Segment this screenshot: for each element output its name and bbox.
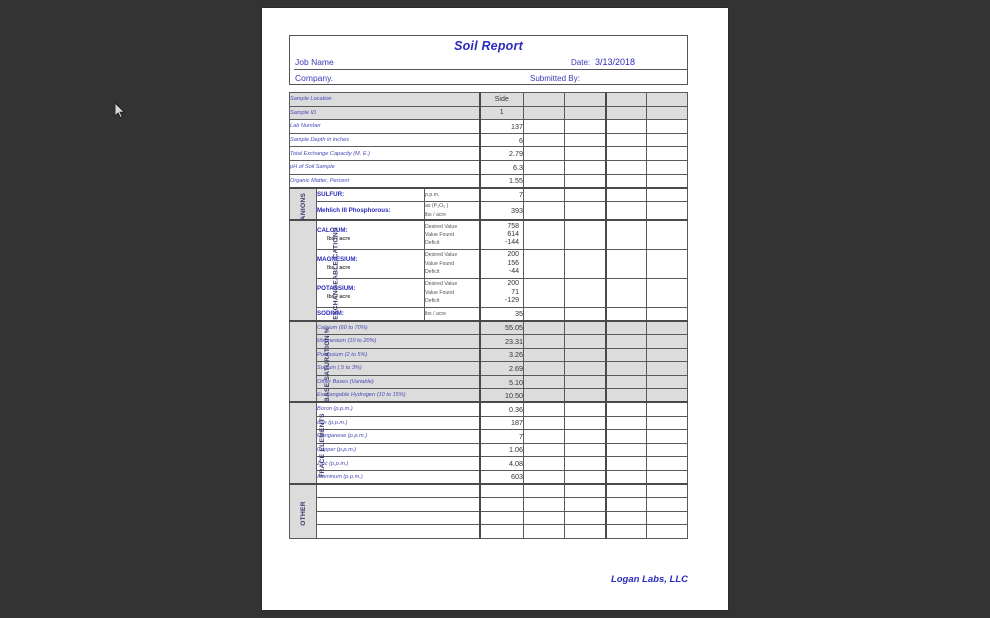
row-label: Organic Matter, Percent xyxy=(290,174,480,188)
row-unit: lbs / acre xyxy=(425,307,480,321)
row-value: 6.3 xyxy=(480,160,524,174)
empty-cell xyxy=(565,470,606,484)
empty-cell xyxy=(565,457,606,471)
empty-cell xyxy=(647,430,688,444)
row-label: Magnesium (10 to 20%) xyxy=(317,334,480,348)
empty-cell xyxy=(606,220,647,249)
row-label: SODIUM: xyxy=(317,307,425,321)
table-row-anions-sulfur xyxy=(290,188,688,202)
empty-cell xyxy=(565,278,606,307)
empty-cell xyxy=(606,188,647,202)
empty-cell xyxy=(647,402,688,416)
row-value: 1.06 xyxy=(480,443,524,457)
empty-cell xyxy=(565,120,606,134)
empty-cell xyxy=(524,348,565,362)
empty-cell xyxy=(606,402,647,416)
company-rule xyxy=(294,84,469,85)
empty-cell xyxy=(606,362,647,376)
empty-cell xyxy=(524,106,565,120)
section-label-trace-elements: TRACE ELEMENTS xyxy=(290,402,317,484)
table-row xyxy=(290,321,688,335)
empty-cell xyxy=(647,362,688,376)
empty-cell xyxy=(647,470,688,484)
empty-cell xyxy=(606,375,647,389)
table-row xyxy=(290,443,688,457)
empty-cell xyxy=(565,220,606,249)
empty-cell xyxy=(606,278,647,307)
row-value xyxy=(480,511,524,525)
empty-cell xyxy=(524,416,565,430)
empty-cell xyxy=(565,106,606,120)
table-row xyxy=(290,484,688,498)
empty-cell xyxy=(524,498,565,512)
row-value: 1 xyxy=(480,106,524,120)
table-row xyxy=(290,174,688,188)
empty-cell xyxy=(524,147,565,161)
empty-cell xyxy=(606,348,647,362)
empty-cell xyxy=(565,93,606,107)
row-value: 0.36 xyxy=(480,402,524,416)
empty-cell xyxy=(606,484,647,498)
section-label-other: OTHER xyxy=(290,484,317,538)
empty-cell xyxy=(565,160,606,174)
row-label xyxy=(317,525,480,539)
job-name-label: Job Name xyxy=(295,57,334,67)
empty-cell xyxy=(606,307,647,321)
soil-results-table xyxy=(289,92,688,539)
row-value: 2.69 xyxy=(480,362,524,376)
empty-cell xyxy=(524,321,565,335)
empty-cell xyxy=(565,133,606,147)
row-label: CALCIUM: lbs / acre xyxy=(317,220,425,249)
row-sublabels: Desired Value Value Found Deficit xyxy=(425,249,480,278)
row-label: pH of Soil Sample xyxy=(290,160,480,174)
empty-cell xyxy=(524,220,565,249)
table-row xyxy=(290,160,688,174)
empty-cell xyxy=(565,375,606,389)
empty-cell xyxy=(565,249,606,278)
table-row-magnesium xyxy=(290,249,688,278)
page-title: Soil Report xyxy=(454,39,523,53)
empty-cell xyxy=(524,511,565,525)
empty-cell xyxy=(647,375,688,389)
empty-cell xyxy=(647,511,688,525)
table-row-sodium xyxy=(290,307,688,321)
row-value: 137 xyxy=(480,120,524,134)
row-value: 187 xyxy=(480,416,524,430)
empty-cell xyxy=(606,457,647,471)
row-label: Lab Number xyxy=(290,120,480,134)
empty-cell xyxy=(647,249,688,278)
empty-cell xyxy=(606,498,647,512)
empty-cell xyxy=(565,402,606,416)
empty-cell xyxy=(647,484,688,498)
empty-cell xyxy=(647,106,688,120)
footer-company-name: Logan Labs, LLC xyxy=(610,574,688,585)
date-label: Date: xyxy=(571,58,591,67)
table-row-potassium xyxy=(290,278,688,307)
empty-cell xyxy=(647,220,688,249)
empty-cell xyxy=(606,389,647,403)
table-row xyxy=(290,120,688,134)
empty-cell xyxy=(647,93,688,107)
empty-cell xyxy=(524,278,565,307)
empty-cell xyxy=(524,93,565,107)
row-label: Zinc (p.p.m.) xyxy=(317,457,480,471)
row-label xyxy=(317,498,480,512)
empty-cell xyxy=(565,389,606,403)
table-row xyxy=(290,362,688,376)
row-label: Calcium (60 to 70%) xyxy=(317,321,480,335)
empty-cell xyxy=(647,307,688,321)
empty-cell xyxy=(565,201,606,220)
row-value: 23.31 xyxy=(480,334,524,348)
empty-cell xyxy=(565,348,606,362)
job-name-rule xyxy=(294,69,469,70)
empty-cell xyxy=(565,362,606,376)
row-value xyxy=(480,525,524,539)
empty-cell xyxy=(647,457,688,471)
empty-cell xyxy=(606,249,647,278)
row-label: Mehlich III Phosphorous: xyxy=(317,201,425,220)
empty-cell xyxy=(524,120,565,134)
empty-cell xyxy=(565,484,606,498)
row-value xyxy=(480,498,524,512)
date-value: 3/13/2018 xyxy=(595,57,636,67)
empty-cell xyxy=(524,174,565,188)
row-label xyxy=(317,511,480,525)
row-label: Other Bases (Variable) xyxy=(317,375,480,389)
empty-cell xyxy=(524,470,565,484)
table-row xyxy=(290,525,688,539)
empty-cell xyxy=(647,120,688,134)
empty-cell xyxy=(565,416,606,430)
soil-report-page xyxy=(262,8,728,610)
table-row xyxy=(290,389,688,403)
empty-cell xyxy=(606,525,647,539)
table-row-calcium xyxy=(290,220,688,249)
empty-cell xyxy=(606,160,647,174)
empty-cell xyxy=(606,470,647,484)
empty-cell xyxy=(606,430,647,444)
empty-cell xyxy=(565,307,606,321)
row-label: Sample Depth in inches xyxy=(290,133,480,147)
table-row xyxy=(290,106,688,120)
empty-cell xyxy=(647,133,688,147)
table-row xyxy=(290,457,688,471)
table-row xyxy=(290,511,688,525)
row-unit: as (P₂O₅ ) lbs / acre xyxy=(425,201,480,220)
empty-cell xyxy=(647,201,688,220)
table-row xyxy=(290,416,688,430)
submitted-by-label: Submitted By: xyxy=(530,74,580,83)
row-label: Copper (p.p.m.) xyxy=(317,443,480,457)
empty-cell xyxy=(524,334,565,348)
row-value: 55.05 xyxy=(480,321,524,335)
mouse-cursor-icon xyxy=(115,103,127,121)
empty-cell xyxy=(565,147,606,161)
row-value: 3.26 xyxy=(480,348,524,362)
empty-cell xyxy=(606,321,647,335)
row-label: SULFUR: xyxy=(317,188,425,202)
row-value: 2.79 xyxy=(480,147,524,161)
empty-cell xyxy=(647,416,688,430)
empty-cell xyxy=(606,511,647,525)
row-values: 758 614 -144 xyxy=(480,220,524,249)
empty-cell xyxy=(524,457,565,471)
submitted-by-rule xyxy=(530,84,687,85)
table-row xyxy=(290,334,688,348)
empty-cell xyxy=(647,188,688,202)
empty-cell xyxy=(524,430,565,444)
empty-cell xyxy=(524,188,565,202)
empty-cell xyxy=(524,389,565,403)
empty-cell xyxy=(606,147,647,161)
section-label-exchangeable-cations: EXCHANGEABLE CATIONS xyxy=(290,220,317,321)
table-row xyxy=(290,348,688,362)
row-value: 35 xyxy=(480,307,524,321)
row-value: 1.55 xyxy=(480,174,524,188)
table-row xyxy=(290,133,688,147)
row-value: 5.10 xyxy=(480,375,524,389)
empty-cell xyxy=(647,160,688,174)
empty-cell xyxy=(565,498,606,512)
empty-cell xyxy=(606,93,647,107)
empty-cell xyxy=(524,362,565,376)
row-label: Total Exchange Capacity (M. E.) xyxy=(290,147,480,161)
empty-cell xyxy=(524,402,565,416)
row-value: 7 xyxy=(480,430,524,444)
empty-cell xyxy=(565,321,606,335)
empty-cell xyxy=(647,278,688,307)
row-value: 393 xyxy=(480,201,524,220)
empty-cell xyxy=(647,443,688,457)
empty-cell xyxy=(647,348,688,362)
table-row xyxy=(290,375,688,389)
empty-cell xyxy=(647,389,688,403)
empty-cell xyxy=(524,525,565,539)
row-label: Sample Location xyxy=(290,93,480,107)
row-value xyxy=(480,484,524,498)
row-label xyxy=(317,484,480,498)
empty-cell xyxy=(524,307,565,321)
empty-cell xyxy=(647,321,688,335)
table-row xyxy=(290,470,688,484)
table-row xyxy=(290,402,688,416)
empty-cell xyxy=(647,174,688,188)
row-value: 4.08 xyxy=(480,457,524,471)
empty-cell xyxy=(606,106,647,120)
row-sublabels: Desired Value Value Found Deficit xyxy=(425,278,480,307)
empty-cell xyxy=(524,249,565,278)
empty-cell xyxy=(524,201,565,220)
row-values: 200 156 -44 xyxy=(480,249,524,278)
empty-cell xyxy=(606,201,647,220)
empty-cell xyxy=(565,334,606,348)
empty-cell xyxy=(606,133,647,147)
empty-cell xyxy=(606,443,647,457)
row-value: 6 xyxy=(480,133,524,147)
section-label-base-saturation: BASE SATURATION % xyxy=(290,321,317,403)
row-label: Aluminum (p.p.m.) xyxy=(317,470,480,484)
row-label: MAGNESIUM: lbs / acre xyxy=(317,249,425,278)
empty-cell xyxy=(606,334,647,348)
table-row xyxy=(290,430,688,444)
empty-cell xyxy=(606,174,647,188)
date-rule xyxy=(445,69,687,70)
empty-cell xyxy=(524,375,565,389)
row-value: 10.50 xyxy=(480,389,524,403)
empty-cell xyxy=(524,133,565,147)
table-row xyxy=(290,147,688,161)
row-label: Sample ID xyxy=(290,106,480,120)
empty-cell xyxy=(647,525,688,539)
table-row xyxy=(290,498,688,512)
row-label: POTASSIUM: lbs / acre xyxy=(317,278,425,307)
table-row xyxy=(290,93,688,107)
empty-cell xyxy=(565,525,606,539)
empty-cell xyxy=(524,160,565,174)
row-value: 7 xyxy=(480,188,524,202)
empty-cell xyxy=(565,430,606,444)
row-value: Side xyxy=(480,93,524,107)
row-values: 200 71 -129 xyxy=(480,278,524,307)
empty-cell xyxy=(565,443,606,457)
empty-cell xyxy=(524,443,565,457)
empty-cell xyxy=(565,174,606,188)
row-label: Exchangable Hydrogen (10 to 15%) xyxy=(317,389,480,403)
empty-cell xyxy=(606,120,647,134)
empty-cell xyxy=(565,188,606,202)
empty-cell xyxy=(565,511,606,525)
company-label: Company. xyxy=(295,73,334,83)
row-sublabels: Desired Value Value Found Deficit xyxy=(425,220,480,249)
row-label: Potassium (2 to 5%) xyxy=(317,348,480,362)
row-label: Boron (p.p.m.) xyxy=(317,402,480,416)
empty-cell xyxy=(647,334,688,348)
row-label: Manganese (p.p.m.) xyxy=(317,430,480,444)
row-unit: p.p.m. xyxy=(425,188,480,202)
empty-cell xyxy=(647,498,688,512)
row-value: 603 xyxy=(480,470,524,484)
row-label: Iron (p.p.m.) xyxy=(317,416,480,430)
empty-cell xyxy=(524,484,565,498)
row-label: Sodium (.5 to 3%) xyxy=(317,362,480,376)
table-row-anions-phosphorous xyxy=(290,201,688,220)
empty-cell xyxy=(606,416,647,430)
section-label-anions: ANIONS xyxy=(290,188,317,221)
report-header xyxy=(289,35,688,85)
empty-cell xyxy=(647,147,688,161)
